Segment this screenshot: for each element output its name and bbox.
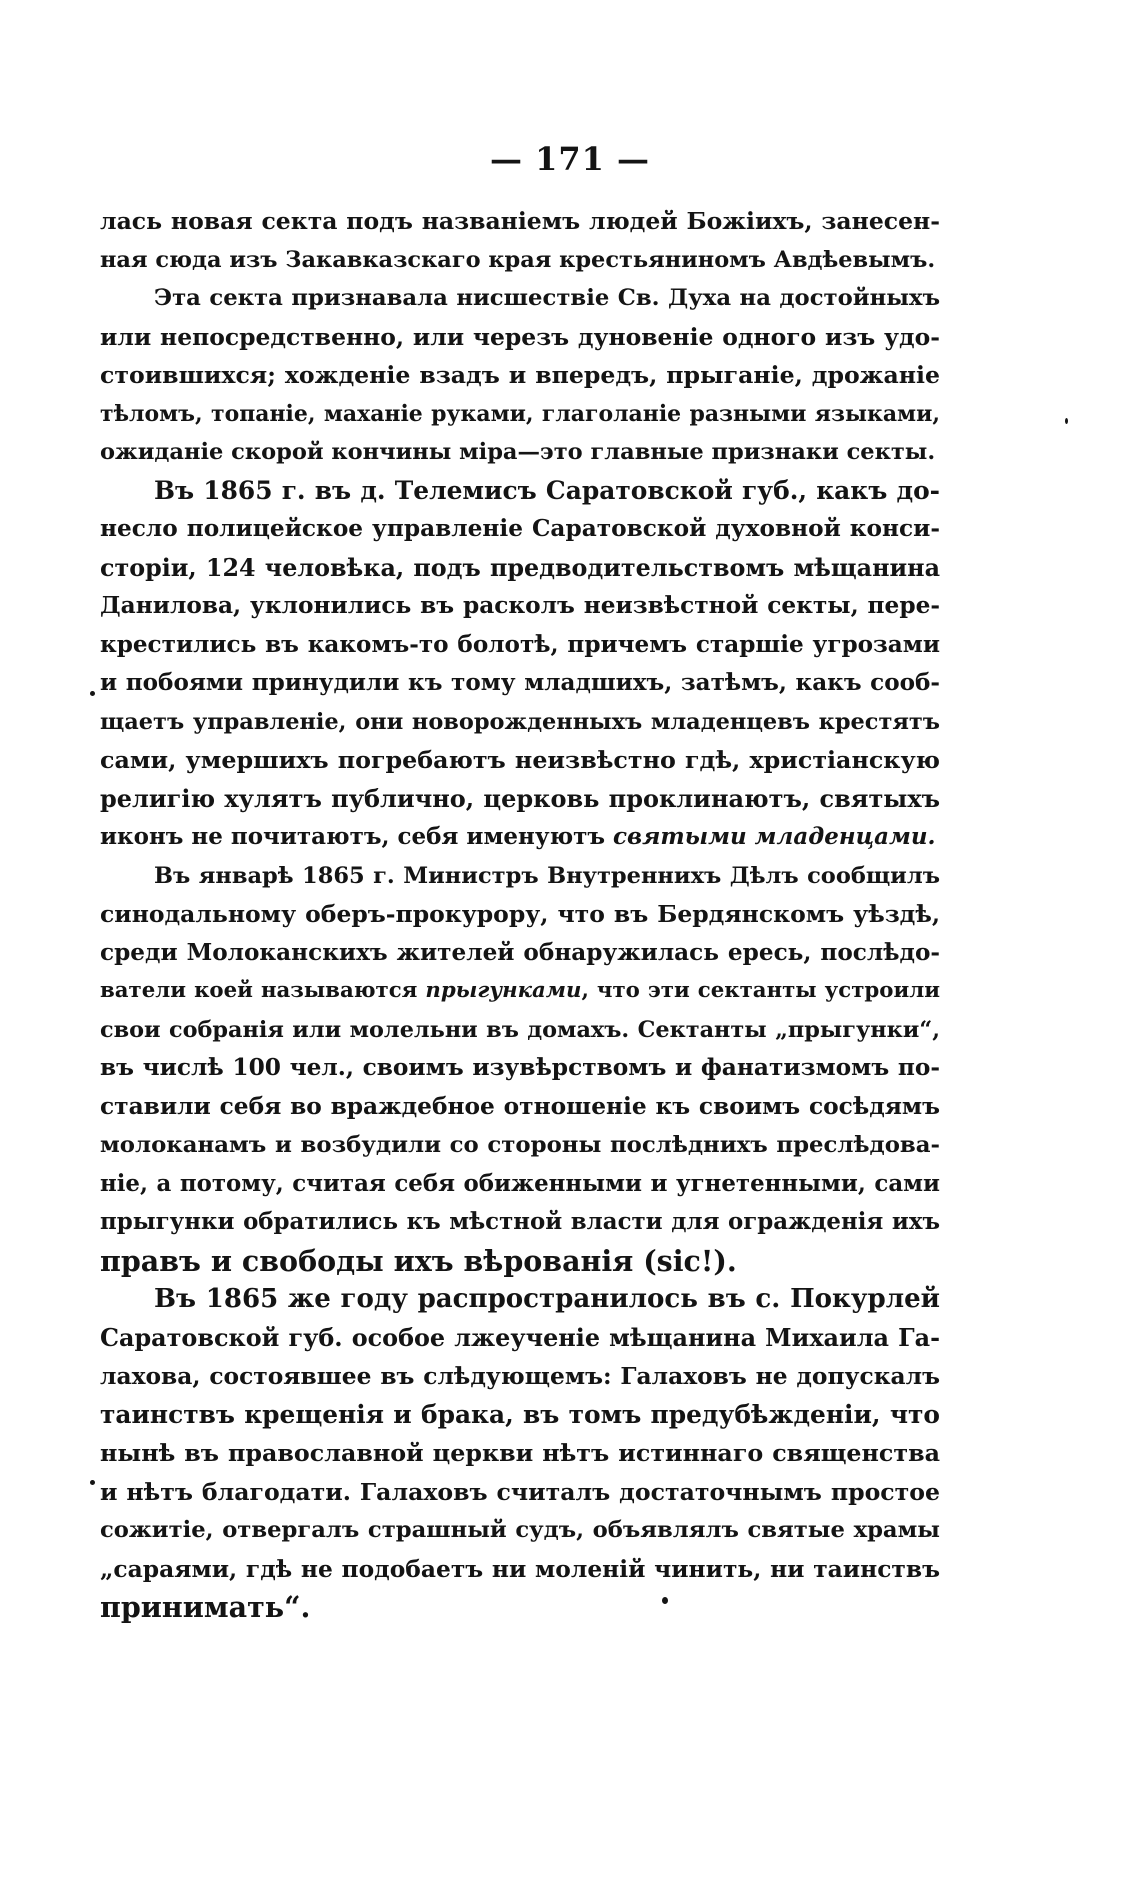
text-line: крестились въ какомъ-то болотѣ, причемъ старшіе угрозами [100, 630, 940, 658]
text-line: синодальному оберъ-прокурору, что въ Бердянскомъ уѣздѣ, [100, 900, 940, 928]
ink-speck [90, 1480, 95, 1485]
text-line: несло полицейское управленіе Саратовской духовной конси- [100, 515, 940, 542]
text-line: стоившихся; хожденіе взадъ и впередъ, прыганіе, дрожаніе [100, 361, 940, 389]
text-line: лахова, состоявшее въ слѣдующемъ: Галаховъ не допускалъ [100, 1362, 940, 1390]
text-line: ная сюда изъ Закавказскаго края крестьяниномъ Авдѣевымъ. [100, 246, 936, 273]
text-line: правъ и свободы ихъ вѣрованія (sic!). [100, 1243, 737, 1278]
text-fragment: иконъ не почитаютъ, себя именуютъ [100, 823, 614, 850]
text-line: въ числѣ 100 чел., своимъ изувѣрствомъ и фанатизмомъ по- [100, 1054, 940, 1081]
text-line: прыгунки обратились къ мѣстной власти для огражденія ихъ [100, 1209, 940, 1235]
text-line: таинствъ крещенія и брака, въ томъ предубѣжденіи, что [100, 1399, 940, 1429]
ink-speck [1065, 418, 1068, 424]
text-line: нынѣ въ православной церкви нѣтъ истиннаго священства [100, 1439, 940, 1467]
text-fragment: ватели коей называются [100, 978, 426, 1003]
text-line: или непосредственно, или черезъ дуновеніе одного изъ удо- [100, 322, 940, 351]
text-line: тѣломъ, топаніе, маханіе руками, глаголаніе разными языками, [100, 400, 940, 427]
text-line: Эта секта признавала нисшествіе Св. Духа на достойныхъ [154, 285, 940, 311]
text-line: ніе, а потому, считая себя обиженными и угнетенными, сами [100, 1170, 940, 1197]
text-line: сами, умершихъ погребаютъ неизвѣстно гдѣ, христіанскую [100, 746, 940, 774]
text-line: свои собранія или молельни въ домахъ. Сектанты „прыгунки“, [100, 1016, 940, 1043]
text-line: Данилова, уклонились въ расколъ неизвѣстной секты, пере- [100, 592, 940, 619]
body-text [100, 202, 940, 1627]
ink-speck [90, 691, 95, 696]
text-fragment: , что эти сектанты устроили [581, 978, 940, 1003]
text-line: молоканамъ и возбудили со стороны послѣднихъ преслѣдова- [100, 1132, 940, 1158]
text-line: принимать“. [100, 1590, 311, 1624]
text-line: лась новая секта подъ названіемъ людей Божіихъ, занесен- [100, 207, 940, 235]
ink-speck [662, 1597, 668, 1604]
text-line: и побоями принудили къ тому младшихъ, затѣмъ, какъ сооб- [100, 669, 940, 696]
text-line: и нѣтъ благодати. Галаховъ считалъ достаточнымъ простое [100, 1477, 940, 1506]
text-line: Въ 1865 же году распространилось въ с. Покурлей [154, 1284, 940, 1314]
text-line: религію хулятъ публично, церковь проклинаютъ, святыхъ [100, 783, 940, 813]
paragraph [100, 472, 940, 857]
text-line: сторіи, 124 человѣка, подъ предводительствомъ мѣщанина [100, 553, 940, 582]
text-line: Въ январѣ 1865 г. Министръ Внутреннихъ Дѣлъ сообщилъ [154, 862, 940, 889]
text-line: Въ 1865 г. въ д. Телемисъ Саратовской губ., какъ до- [154, 475, 940, 505]
paragraph [100, 857, 940, 1281]
text-line [100, 818, 940, 857]
text-line: среди Молоканскихъ жителей обнаружилась ересь, послѣдо- [100, 938, 940, 966]
text-line: сожитіе, отвергалъ страшный судъ, объявлялъ святые храмы [100, 1517, 940, 1543]
italic-term: прыгунками [425, 978, 582, 1003]
paragraph [100, 202, 940, 279]
text-line: ставили себя во враждебное отношеніе къ своимъ сосѣдямъ [100, 1092, 940, 1120]
italic-term: святыми младенцами. [613, 823, 936, 850]
text-line: Саратовской губ. особое лжеученіе мѣщанина Михаила Га- [100, 1323, 940, 1352]
page-number: — 171 — [489, 140, 651, 178]
text-line: „сараями, гдѣ не подобаетъ ни моленій чинить, ни таинствъ [100, 1554, 940, 1583]
text-line: ожиданіе скорой кончины міра—это главные признаки секты. [100, 439, 936, 465]
text-line: щаетъ управленіе, они новорожденныхъ младенцевъ крестятъ [100, 708, 940, 735]
paragraph [100, 1280, 940, 1627]
text-line [100, 972, 940, 1011]
paragraph [100, 279, 940, 472]
